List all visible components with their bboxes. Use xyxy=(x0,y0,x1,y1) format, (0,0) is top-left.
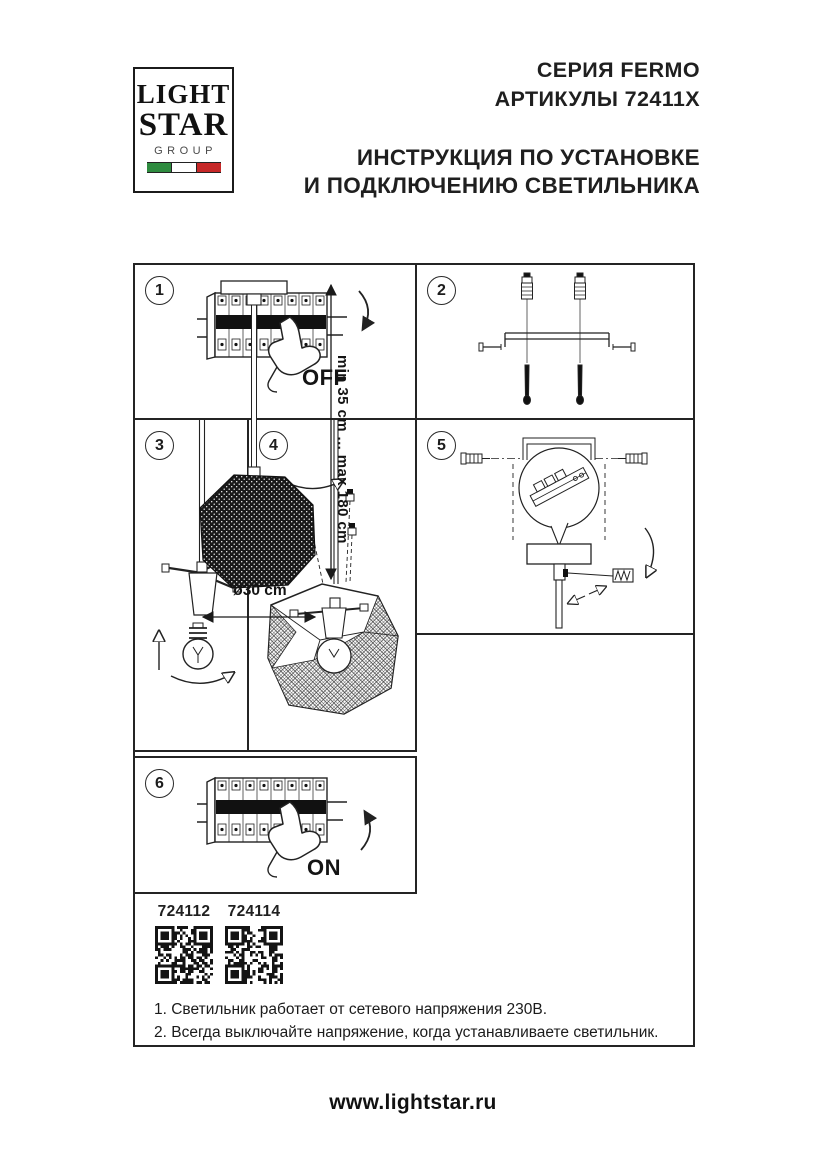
set-screw-icon xyxy=(568,569,633,582)
qr-code xyxy=(225,926,283,984)
dimension-drawing xyxy=(135,265,411,673)
ceiling-plate xyxy=(221,281,287,294)
pendant-rod xyxy=(252,305,257,467)
bracket-hardware-diagram xyxy=(417,265,691,416)
mesh-shade xyxy=(200,475,315,588)
series-name: СЕРИЯ FERMO xyxy=(536,58,700,82)
safety-notes xyxy=(154,999,658,1044)
arrow-up-icon xyxy=(361,812,370,850)
step-2-panel xyxy=(417,265,693,420)
step-number-5: 5 xyxy=(427,431,456,460)
long-screw-icon xyxy=(524,365,531,405)
on-label: ON xyxy=(307,855,341,880)
article-label: 724114 xyxy=(227,903,281,920)
qr-item-724114 xyxy=(225,903,283,984)
title-line-2: И ПОДКЛЮЧЕНИЮ СВЕТИЛЬНИКА xyxy=(303,173,700,198)
step-number-4: 4 xyxy=(259,431,288,460)
long-screw-icon xyxy=(577,365,584,405)
step-number-1: 1 xyxy=(145,276,174,305)
note-2: 2. Всегда выключайте напряжение, когда устанавливаете светильник. xyxy=(154,1023,659,1041)
qr-item-724112 xyxy=(155,903,213,984)
anchor-screw-icon xyxy=(575,273,586,299)
article-numbers: АРТИКУЛЫ 72411X xyxy=(494,87,700,111)
flag-green xyxy=(147,163,171,172)
rotate-arrow-icon xyxy=(171,673,233,683)
logo-word-group: GROUP xyxy=(154,145,217,157)
mount-screw-icon xyxy=(461,453,523,464)
logo-word-star: STAR xyxy=(138,107,229,143)
canopy-mounting-diagram xyxy=(417,420,691,633)
step-number-2: 2 xyxy=(427,276,456,305)
arrow-left-icon xyxy=(569,596,585,603)
logo-word-light: LIGHT xyxy=(136,79,231,109)
arrow-right-icon xyxy=(589,587,605,594)
canopy xyxy=(527,544,591,564)
pendant-rod xyxy=(556,580,562,628)
italian-flag-stripe xyxy=(147,162,221,173)
off-label: OFF xyxy=(302,365,348,390)
circuit-breaker-on-diagram xyxy=(135,758,415,892)
step-number-6: 6 xyxy=(145,769,174,798)
flag-white xyxy=(171,163,197,172)
mount-screw-icon xyxy=(595,453,647,464)
rotate-arrow-icon xyxy=(645,528,654,576)
title-line-1: ИНСТРУКЦИЯ ПО УСТАНОВКЕ xyxy=(356,145,700,170)
diameter-label: ø30 cm xyxy=(233,582,287,599)
side-screw-icon xyxy=(479,343,501,351)
anchor-screw-icon xyxy=(522,273,533,299)
pendant-dimension-diagram xyxy=(135,265,411,673)
article-label: 724112 xyxy=(157,903,211,920)
website-url: www.lightstar.ru xyxy=(329,1091,497,1114)
qr-code-block xyxy=(155,903,283,984)
step-5-panel xyxy=(417,420,693,635)
side-screw-icon xyxy=(613,343,635,351)
flag-red xyxy=(197,163,221,172)
step-number-3: 3 xyxy=(145,431,174,460)
document-title xyxy=(304,144,700,200)
step-6-panel xyxy=(135,756,417,894)
note-1: 1. Светильник работает от сетевого напряжения 230В. xyxy=(154,1001,548,1018)
qr-code xyxy=(155,926,213,984)
lightstar-logo xyxy=(133,67,234,193)
header-text xyxy=(304,56,700,200)
suspension-range-label: min 35 cm ... max 180 cm xyxy=(334,355,351,544)
installation-diagram-grid xyxy=(133,263,695,1047)
